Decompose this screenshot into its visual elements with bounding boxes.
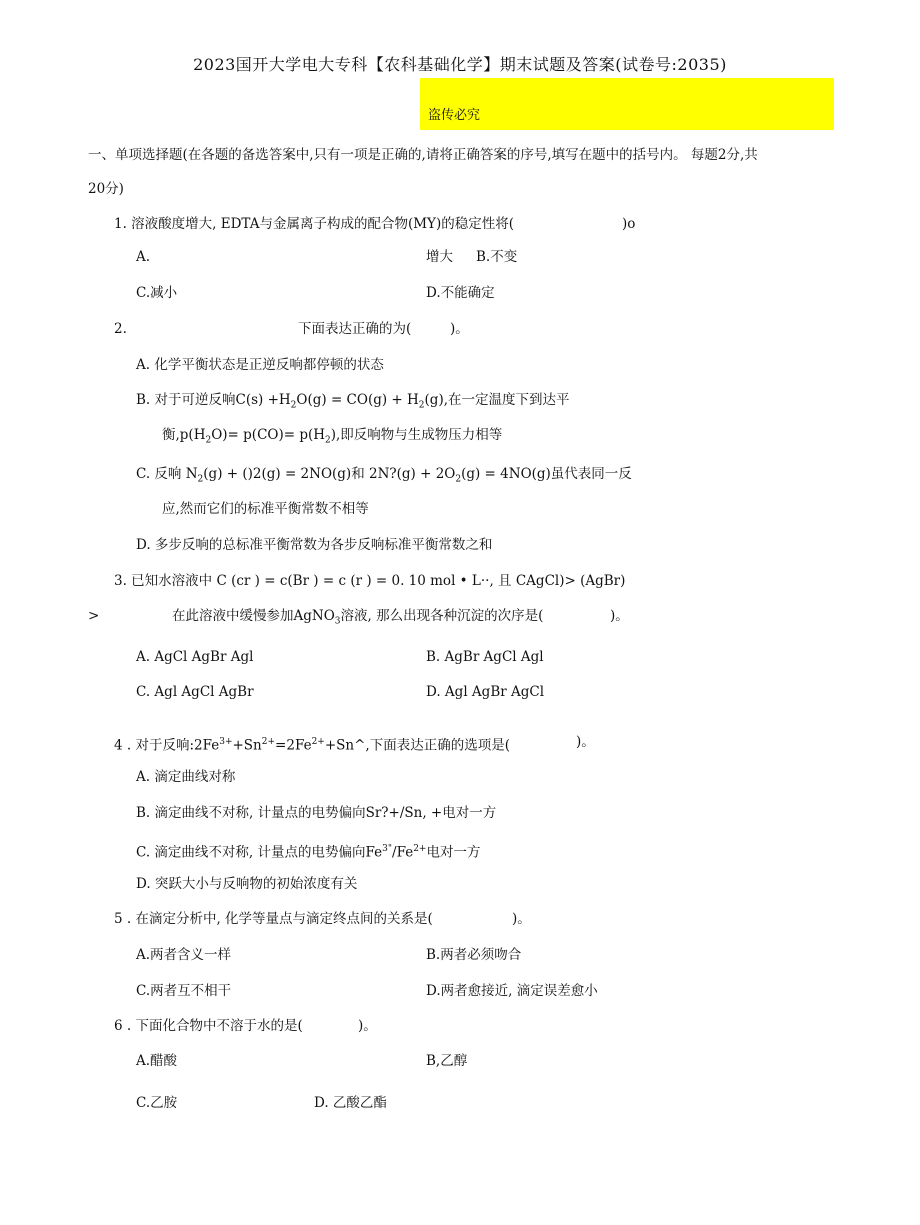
q3-option-a: A. AgCl AgBr Agl — [136, 649, 254, 665]
q4-option-a: A. 滴定曲线对称 — [136, 769, 236, 785]
q3-stem: 3. 已知水溶液中 C (cr ) = c(Br ) = c (r ) = 0. 10 mol • L··, 且 CAgCl)> (AgBr) — [114, 573, 626, 589]
q3-option-d: D. Agl AgBr AgCl — [426, 684, 545, 700]
q6-option-b: B,乙醇 — [426, 1053, 468, 1069]
q2-option-c-line2: 应,然而它们的标准平衡常数不相等 — [162, 501, 369, 517]
q6-option-d: D. 乙酸乙酯 — [314, 1095, 387, 1111]
q4-stem: 4 . 对于反响$:2Fe^{3+}+Sn^{2+}=2Fe^{2+}+Sn\^{}$,下面表达正确的选项是( — [114, 737, 510, 754]
section-heading-line2: 20分) — [88, 181, 124, 197]
q6-stem: 6 . 下面化合物中不溶于水的是( — [114, 1018, 303, 1034]
q1-option-a-value: 增大 — [426, 249, 453, 265]
q1-option-c: C.减小 — [136, 285, 178, 301]
q1-option-d: D.不能确定 — [426, 285, 495, 301]
q2-option-b-line2: 衡$,p(H_2O)= p(CO)= p(H_2)$,即反响物与生成物压力相等 — [162, 427, 503, 446]
q6-option-a: A.醋酸 — [136, 1053, 178, 1069]
q2-option-c: C. 反响 $N_2(g) + ()2(g) = 2NO(g)$和 2N?(g) + $2O_2(g) = 4NO(g)$虽代表同一反 — [136, 466, 632, 485]
q5-option-d: D.两者愈接近, 滴定误差愈小 — [426, 983, 598, 999]
page-title: 2023国开大学电大专科【农科基础化学】期末试题及答案(试卷号:2035) — [193, 55, 727, 74]
q5-option-c: C.两者互不相干 — [136, 983, 232, 999]
q3-stem-end: )。 — [610, 608, 629, 624]
q2-option-b: B. 对于可逆反响$C(s) +H_2O(g) = CO(g) + H_2(g)$,在一定温度下到达平 — [136, 392, 570, 411]
q4-stem-end: )。 — [576, 734, 595, 750]
q3-option-c: C. Agl AgCl AgBr — [136, 684, 254, 700]
banner-highlight — [420, 78, 834, 130]
q3-option-b: B. AgBr AgCl Agl — [426, 649, 544, 665]
q2-option-a: A. 化学平衡状态是正逆反响都停顿的状态 — [136, 357, 384, 373]
q1-stem-end: )o — [622, 216, 636, 232]
q2-number: 2. — [114, 321, 127, 337]
q6-stem-end: )。 — [358, 1018, 377, 1034]
q3-stem-line2: 在此溶液中缓慢参加AgNO$_3$溶液, 那么出现各种沉淀的次序是( — [172, 608, 544, 627]
q4-option-d: D. 突跃大小与反响物的初始浓度有关 — [136, 876, 358, 892]
q2-stem-end: )。 — [450, 321, 469, 337]
q4-option-b: B. 滴定曲线不对称, 计量点的电势偏向Sr?+/Sn, +电对一方 — [136, 805, 497, 821]
q1-stem: 1. 溶液酸度增大, EDTA与金属离子构成的配合物(MY)的稳定性将( — [114, 216, 514, 232]
q5-option-a: A.两者含义一样 — [136, 947, 232, 963]
q4-option-c: C. 滴定曲线不对称, 计量点的电势偏向$Fe^{3"}/Fe^{2+}$电对一方 — [136, 844, 481, 861]
q2-stem: 下面表达正确的为( — [298, 321, 412, 337]
banner-text: 盗传必究 — [428, 108, 481, 123]
q6-option-c: C.乙胺 — [136, 1095, 178, 1111]
q5-option-b: B.两者必须吻合 — [426, 947, 522, 963]
q1-option-b: B.不变 — [476, 249, 518, 265]
section-heading-line1: 一、单项选择题(在各题的备选答案中,只有一项是正确的,请将正确答案的序号,填写在题中的括号内。 每题2分,共 — [88, 147, 758, 163]
q1-option-a: A. — [136, 249, 151, 265]
q3-gt-symbol: > — [88, 608, 100, 624]
q5-stem: 5 . 在滴定分析中, 化学等量点与滴定终点间的关系是( — [114, 911, 433, 927]
q5-stem-end: )。 — [512, 911, 531, 927]
q2-option-d: D. 多步反响的总标准平衡常数为各步反响标准平衡常数之和 — [136, 537, 493, 553]
